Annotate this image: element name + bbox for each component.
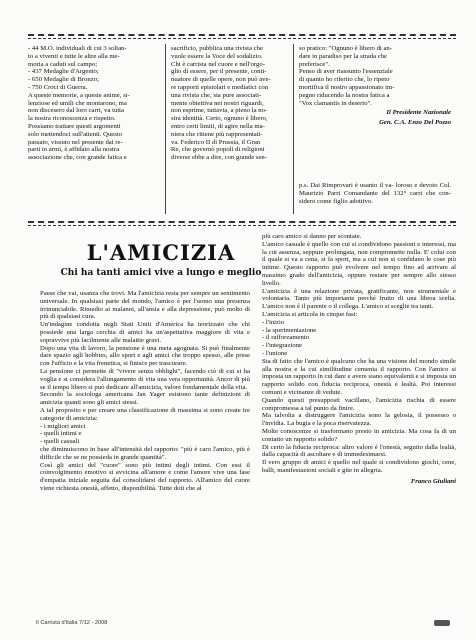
article-left-column xyxy=(40,290,250,493)
paragraph: Così gli amici del "cuore" sono più intimi degli intimi. Con essi il coinvolgimento emotivo si avvicina all'amore e come l'amore vive una fase d'empatia iniziale seguita dal consolidarsi del rapporto. All'amico del cuore viene richiesta onestà, affetto, disponibilità. Tutte doti che al xyxy=(40,461,250,492)
article-author: Franco Giuliani xyxy=(410,477,456,485)
president-name: Gen. C.A. Enzo Del Pozzo xyxy=(379,119,451,127)
paragraph: che diminuiscono in base all'intensità del rapporto: "più è caro l'amico, più è difficile che se ne possieda in grande quantità". xyxy=(40,445,250,461)
paragraph: L'amicizia si articola in cinque fasi: xyxy=(262,310,358,318)
postscript: p.s. Dai Rimprovari è usanto il va- loroso e devoto Col. Maurizio Parri Comandante del 132° carri che con- sidero come figlio adottivo. xyxy=(299,182,451,205)
top-dashed-rule xyxy=(28,34,456,36)
middle-dashed-rule-thin xyxy=(28,225,456,226)
top-column-2: sacrificio, pubblica una rivista che vuole essere la Voce del sodalizio. Chi è carrista nel cuore e nell'orgo- glio di essere, per il presente, conti- nuatore di quelle opere, non può ave- re rapporti epistolari e mediatici con una rivista che, sia pure associati- mente obiettiva nei nostri riguardi, non esprime, tuttavia, a pieno la no- stra identità. Certo, ognuno è libero, entro certi limiti, di agire nella ma- niera che ritiene più rappresentati- va. Federico II di Prussia, il Gran Re, che governò popoli di religioni diverse ebbe a dire, con grande sen- xyxy=(171,45,271,162)
list-item: - l'integrazione xyxy=(262,342,303,350)
paragraph: più caro amico si danno per scontate. xyxy=(262,233,362,240)
paragraph: Dopo una vita di lavoro, la pensione è una meta agognata. Si può finalmente dare spazio agli hobbies, allo sport e agli amici che troppo spesso, alle prese con l'ufficio e la vita frenetica, si finisce per trascurare. xyxy=(40,344,250,368)
list-item: - i migliori amici xyxy=(40,422,86,430)
tank-logo-icon xyxy=(434,620,450,626)
list-item: - quelli casuali xyxy=(40,438,80,446)
article-title: L'AMICIZIA xyxy=(86,240,236,265)
column-divider xyxy=(165,44,166,214)
top-column-1: - 44 M.O. individuali di cui 3 soltan- to a viventi e tutte le altre alla me- moria a caduti sul campo; - 437 Medaglie d'Argento; - 650 Medaglie di Bronzo; - 750 Croci di Guerra. A queste memorie, a queste anime, si- lenziose ed umili che montarono, ma non discesero dal loro carri, va tutta la nostra riconoscenza e rispetto. Possiamo trattare questi argomenti solo mettendoci sull'attenti. Questo passato, vissuto nel presente dai re- parti in armi, è affidato alla nostra associazione che, con grande fatica e xyxy=(28,45,130,162)
list-item: - l'unione xyxy=(262,349,288,357)
top-dashed-rule-thin xyxy=(28,38,456,39)
list-item: - il rafforzamento xyxy=(262,334,310,342)
article-right-column xyxy=(262,233,456,486)
paragraph: Il vero gruppo di amici è quello nel quale si condividono giochi, cene, balli, manifestazioni sociali e gite in allegria. xyxy=(262,459,456,474)
footer-text: Il Carrista d'Italia 7/12 - 2008 xyxy=(36,620,108,626)
paragraph: L'amico casuale è quello con cui si condividono passioni e interessi, ma la cui assenza, seppure prolungata, non compromette nulla. E' colui con il quale si va a cena, si fa sport, ma a cui non si confidano le cose più intime. Questo rapporto può evolvere nel tempo fino ad arrivare al massimo grado dell'amicizia, oppure restare per sempre allo stesso livello. xyxy=(262,240,456,287)
paragraph: Paese che vai, usanza che trovi. Ma l'amicizia resta per sempre un sentimento universale. In qualsiasi parte del mondo, l'amico è per l'uomo una presenza irrinunciabile. Rimedio ai malanni, all'ansia e alla depressione, può molto di più di qualsiasi cura. xyxy=(40,290,250,321)
paragraph: La pensione ci permette di "vivere senza obblighi", facendo ciò di cui si ha voglia e si considera l'allungamento di vita una vera opportunità. Ancor di più se il tempo libero si può dedicare all'amicizia, valore fondamentale della vita. xyxy=(40,367,250,391)
phases-list xyxy=(262,319,456,358)
middle-dashed-rule xyxy=(28,221,456,223)
paragraph: Un'indagine condotta negli Stati Uniti d'America ha teorizzato che chi possiede una larga cerchia di amici ha un'aspettativa maggiore di vita e sopravvive più facilmente alle malattie gravi. xyxy=(40,321,250,344)
column-divider xyxy=(293,44,294,214)
paragraph: Molte conoscenze si trasformano presto in amicizia. Ma cosa fa di un contatto un rapporto solido? xyxy=(262,427,456,443)
article-subtitle: Chi ha tanti amici vive a lungo e meglio xyxy=(60,268,262,278)
top-column-3: so pratico: "Ognuno è libero di an- dare in paradiso per la strada che preferisce". Penso di aver riassunto l'essenziale di quanto ho riferito che, lo ripeto mortifica il nostro appassionato im- pegno riducendo la nostra fatica a "Vox clamantis in deserto". Il Presidente Nazionale Gen. C.A. Enzo Del Pozzo xyxy=(299,45,451,127)
list-item: - la sperimentazione xyxy=(262,326,317,334)
paragraph: Quando questi presupposti vacillano, l'amicizia rischia di essere compromessa a tal punto da finire. xyxy=(262,396,456,412)
paragraph: Ma talvolta a distruggere l'amicizia sono la gelosia, il possesso o l'invidia. La bugia e la poca riservatezza. xyxy=(262,412,456,428)
paragraph: Sta di fatto che l'amico è qualcuno che ha una visione del mondo simile alla nostra e la cui similitudine cementa il rapporto. Con l'amico si imposta un rapporto in cui dare e avere siano equivalenti e si imposta un rapporto solido con fiducia reciproca, onestà e lealtà. Poi interessi comuni e vicinanze di vedute. xyxy=(262,357,456,396)
list-item: - l'inizio xyxy=(262,318,285,326)
paragraph: L'amicizia è una relazione privata, gratificante, non strumentale e volontaria. Tanto più importante perché frutto di una libera scelta. L'amico non è il parente o il collega. L'amico si sceglie tra tanti. xyxy=(262,287,456,311)
paragraph: Secondo la sociologa americana Jan Yager esistono tante definizioni di amicizia quanti sono gli amici stessi. xyxy=(40,391,250,407)
list-item: - quelli intimi e xyxy=(40,430,82,438)
paragraph: Di certo la fiducia reciproca: altro valore è l'onestà, seguito dalla lealtà, dalla capacità di ascoltare e di immedesimarsi. xyxy=(262,443,456,459)
paragraph: A tal proposito e per creare una classificazione di massima si sono create tre categorie di amicizia: xyxy=(40,406,250,422)
categories-list xyxy=(40,423,250,446)
president-title: Il Presidente Nazionale xyxy=(386,109,451,117)
